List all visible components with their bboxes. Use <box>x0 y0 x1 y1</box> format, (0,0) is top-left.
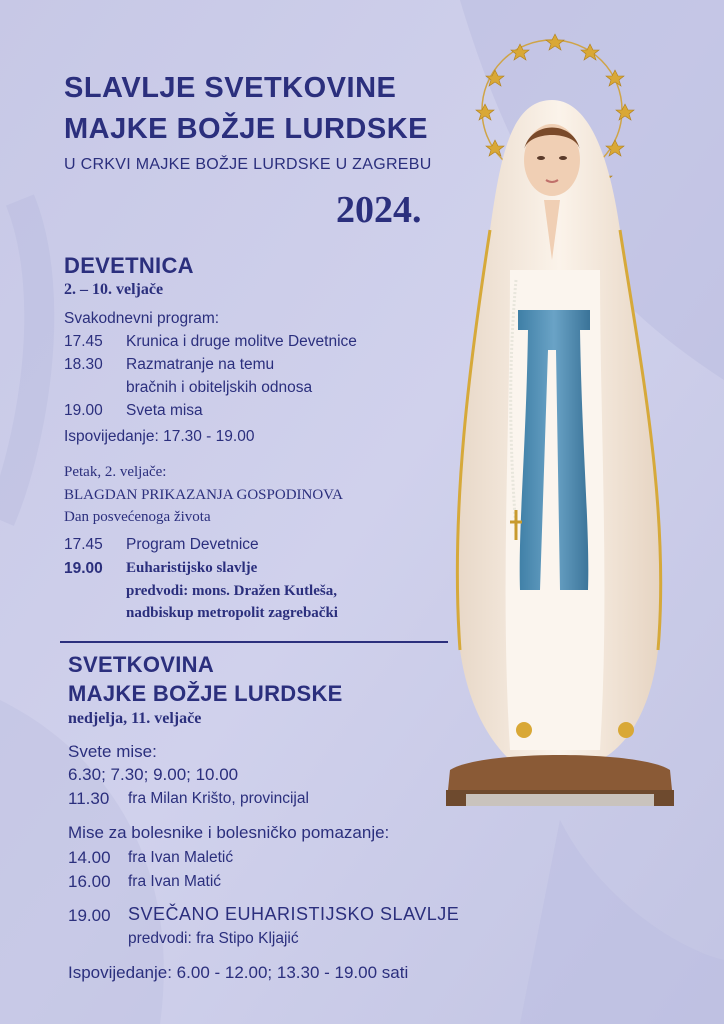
schedule-time: 19.00 <box>64 560 103 577</box>
schedule-time: 11.30 <box>68 789 110 808</box>
schedule-time: 17.45 <box>64 333 103 350</box>
schedule-text: Krunica i druge molitve Devetnice <box>126 333 357 350</box>
schedule-time: 19.00 <box>68 906 111 925</box>
page-title-line1: SLAVLJE SVETKOVINE <box>64 72 397 104</box>
devetnica-confession: Ispovijedanje: 17.30 - 19.00 <box>64 428 255 445</box>
masses-label: Svete mise: <box>68 742 157 761</box>
petak-day: Petak, 2. veljače: <box>64 464 167 480</box>
devetnica-heading: DEVETNICA <box>64 253 194 278</box>
statue-illustration <box>440 30 680 810</box>
schedule-text: fra Milan Krišto, provincijal <box>128 790 309 807</box>
schedule-time: 19.00 <box>64 402 103 419</box>
schedule-text-cont: predvodi: mons. Dražen Kutleša, <box>126 583 337 599</box>
petak-feast: BLAGDAN PRIKAZANJA GOSPODINOVA <box>64 487 343 503</box>
schedule-text-cont: bračnih i obiteljskih odnosa <box>126 379 313 396</box>
page-subtitle: U CRKVI MAJKE BOŽJE LURDSKE U ZAGREBU <box>64 156 432 173</box>
year: 2024. <box>336 189 422 231</box>
svetkovina-date: nedjelja, 11. veljače <box>68 710 202 727</box>
svetkovina-confession: Ispovijedanje: 6.00 - 12.00; 13.30 - 19.00 sati <box>68 963 409 982</box>
schedule-time: 14.00 <box>68 848 111 867</box>
solemn-mass-title: SVEČANO EUHARISTIJSKO SLAVLJE <box>128 904 460 924</box>
program-label: Svakodnevni program: <box>64 310 220 327</box>
schedule-text: Program Devetnice <box>126 536 259 553</box>
schedule-text: fra Ivan Maletić <box>128 849 234 866</box>
schedule-time: 16.00 <box>68 872 111 891</box>
schedule-text: Sveta misa <box>126 402 203 419</box>
schedule-text-cont: nadbiskup metropolit zagrebački <box>126 605 338 621</box>
svetkovina-heading-line1: SVETKOVINA <box>68 652 215 677</box>
schedule-text: Razmatranje na temu <box>126 356 275 373</box>
sick-masses-label: Mise za bolesnike i bolesničko pomazanje: <box>68 823 390 842</box>
masses-times: 6.30; 7.30; 9.00; 10.00 <box>68 765 239 784</box>
schedule-text: fra Ivan Matić <box>128 873 222 890</box>
svetkovina-heading-line2: MAJKE BOŽJE LURDSKE <box>68 681 343 706</box>
devetnica-dates: 2. – 10. veljače <box>64 281 164 298</box>
page-title-line2: MAJKE BOŽJE LURDSKE <box>64 113 428 145</box>
section-divider <box>60 641 448 643</box>
schedule-time: 17.45 <box>64 536 103 553</box>
schedule-time: 18.30 <box>64 356 103 373</box>
solemn-mass-presider: predvodi: fra Stipo Kljajić <box>128 930 299 947</box>
petak-feast-sub: Dan posvećenoga života <box>64 509 211 525</box>
schedule-text: Euharistijsko slavlje <box>126 560 258 576</box>
